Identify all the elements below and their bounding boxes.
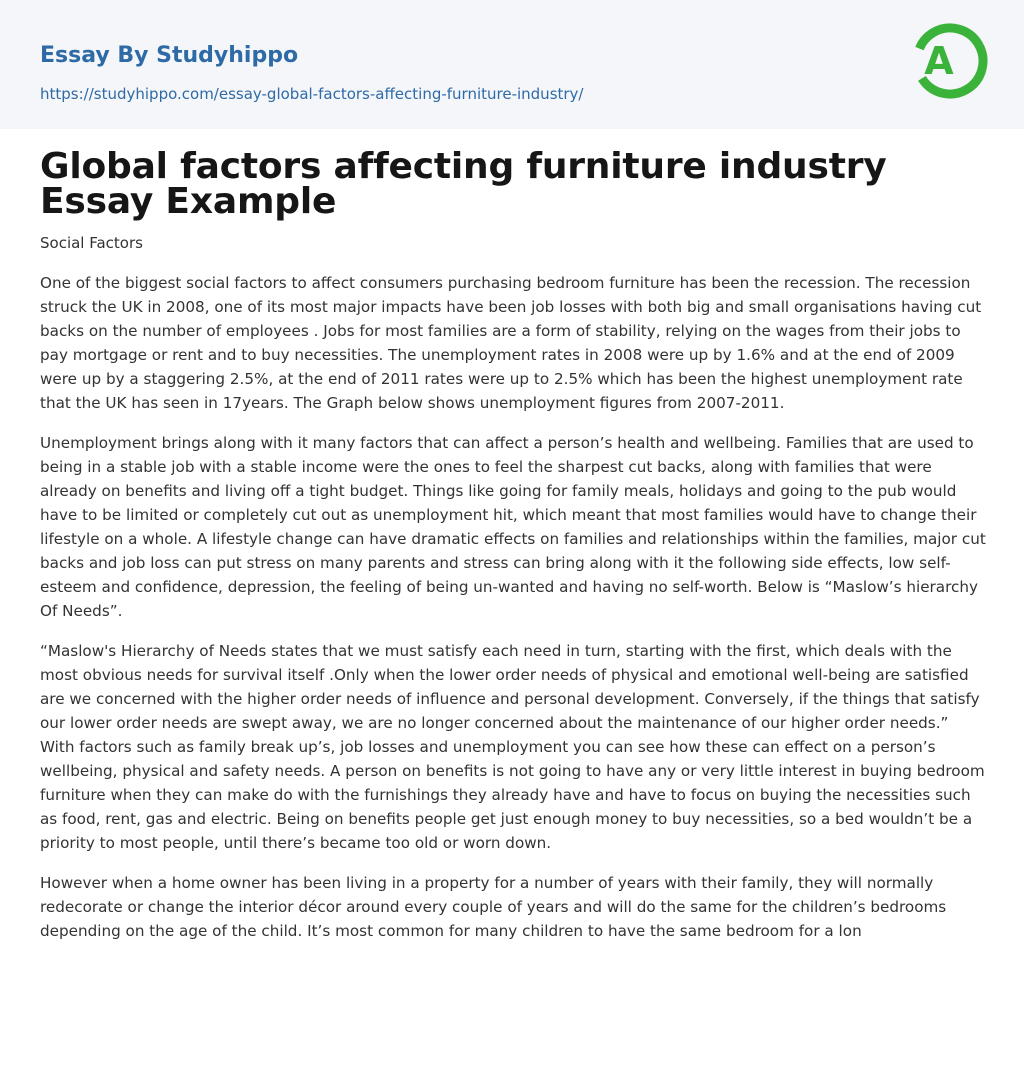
studyhippo-logo-icon[interactable] [912,18,988,106]
paragraph: Unemployment brings along with it many factors that can affect a person’s health and wellbeing. Families that are used to being in a stable job with a stable income were the ones to feel the sharpest cut backs, along with families that were already on benefits and living off a tight budget. Things like going for family meals, holidays and going to the pub would have to be limited or completely cut out as unemployment hit, which meant that most families would have to change their lifestyle on a whole. A lifestyle change can have dramatic effects on families and relationships within the families, major cut backs and job loss can put stress on many parents and stress can bring along with it the following side effects, low self-esteem and confidence, depression, the feeling of being un-wanted and having no self-worth. Below is “Maslow’s hierarchy Of Needs”. [40,434,986,620]
paragraph: One of the biggest social factors to affect consumers purchasing bedroom furniture has been the recession. The recession struck the UK in 2008, one of its most major impacts have been job losses with both big and small organisations having cut backs on the number of employees . Jobs for most families are a form of stability, relying on the wages from their jobs to pay mortgage or rent and to buy necessities. The unemployment rates in 2008 were up by 1.6% and at the end of 2009 were up by a staggering 2.5%, at the end of 2011 rates were up to 2.5% which has been the highest unemployment rate that the UK has seen in 17years. The Graph below shows unemployment figures from 2007-2011. [40,274,982,412]
paragraph: However when a home owner has been living in a property for a number of years with their family, they will normally redecorate or change the interior décor around every couple of years and will do the same for the children’s bedrooms depending on the age of the child. It’s most common for many children to have the same bedroom for a lon [40,874,947,940]
logo-letter: A [924,39,954,83]
paragraph: “Maslow's Hierarchy of Needs states that we must satisfy each need in turn, starting with the first, which deals with the most obvious needs for survival itself .Only when the lower order needs of physical and emotional well-being are satisfied are we concerned with the higher order needs of influence and personal development. Conversely, if the things that satisfy our lower order needs are swept away, we are no longer concerned about the maintenance of our higher order needs.” With factors such as family break up’s, job losses and unemployment you can see how these can effect on a person’s wellbeing, physical and safety needs. A person on benefits is not going to have any or very little interest in buying bedroom furniture when they can make do with the furnishings they already have and have to focus on buying the necessities such as food, rent, gas and electric. Being on benefits people get just enough money to buy necessities, so a bed wouldn’t be a priority to most people, until there’s became too old or worn down. [40,642,985,852]
page-title: Global factors affecting furniture industry Essay Example [40,146,887,222]
article [0,129,1024,943]
site-header [0,0,1024,129]
essay-url-link[interactable]: https://studyhippo.com/essay-global-factors-affecting-furniture-industry/ [40,85,584,103]
brand-title[interactable]: Essay By Studyhippo [40,43,299,68]
section-heading: Social Factors [40,234,143,252]
